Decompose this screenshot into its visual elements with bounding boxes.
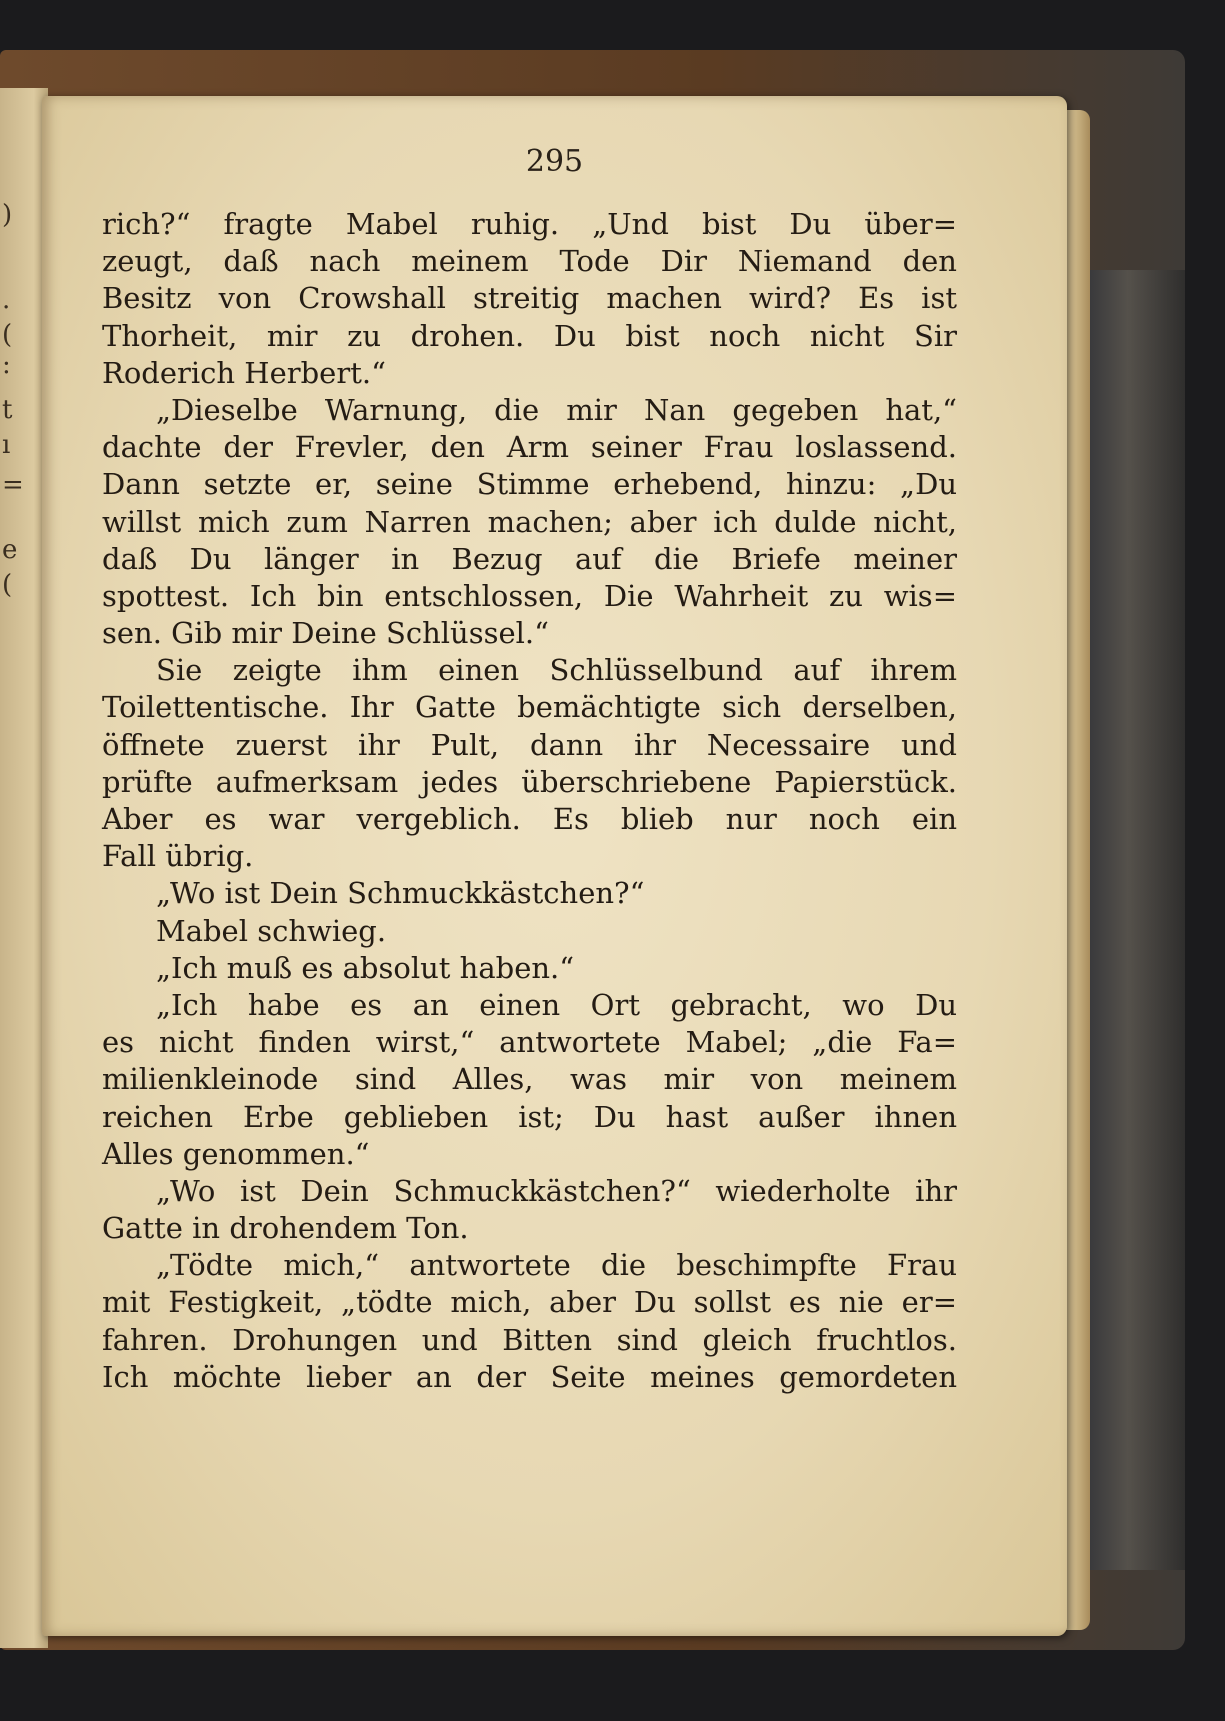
text-line: öffnete zuerst ihr Pult, dann ihr Necessaire und	[102, 727, 957, 762]
text-line: daß Du länger in Bezug auf die Briefe meiner	[102, 541, 957, 576]
text-line: sen. Gib mir Deine Schlüssel.“	[102, 616, 549, 651]
text-line: Dann setzte er, seine Stimme erhebend, hinzu: „Du	[102, 467, 957, 502]
text-line: Gatte in drohendem Ton.	[102, 1211, 469, 1246]
page-number: 295	[525, 144, 584, 179]
text-line: Fall übrig.	[102, 839, 254, 874]
facing-page-fragment: =	[2, 470, 24, 500]
facing-page-fragment: t	[2, 395, 13, 425]
text-line: Roderich Herbert.“	[102, 355, 386, 390]
text-line: Sie zeigte ihm einen Schlüsselbund auf ihrem	[156, 653, 957, 688]
text-line: Besitz von Crowshall streitig machen wird? Es ist	[102, 281, 957, 316]
text-line: „Wo ist Dein Schmuckkästchen?“	[156, 876, 645, 911]
text-line: mit Festigkeit, „tödte mich, aber Du sollst es nie er=	[102, 1285, 957, 1320]
facing-page-fragment: (	[2, 320, 13, 350]
text-line: „Dieselbe Warnung, die mir Nan gegeben hat,“	[156, 392, 957, 427]
facing-page-fragment: :	[2, 350, 11, 380]
facing-page-fragment: ı	[2, 430, 11, 460]
facing-page-fragment: .	[2, 285, 11, 315]
text-line: Toilettentische. Ihr Gatte bemächtigte sich derselben,	[102, 690, 957, 725]
text-line: prüfte aufmerksam jedes überschriebene Papierstück.	[102, 764, 957, 799]
text-line: Ich möchte lieber an der Seite meines gemordeten	[102, 1359, 957, 1394]
text-line: es nicht finden wirst,“ antwortete Mabel; „die Fa=	[102, 1025, 957, 1060]
text-line: „Ich habe es an einen Ort gebracht, wo Du	[156, 987, 957, 1022]
text-line: reichen Erbe geblieben ist; Du hast außer ihnen	[102, 1099, 957, 1134]
text-line: Thorheit, mir zu drohen. Du bist noch nicht Sir	[102, 318, 957, 353]
text-line: fahren. Drohungen und Bitten sind gleich fruchtlos.	[102, 1322, 957, 1357]
book-cover-edge	[1090, 270, 1185, 1570]
text-line: Mabel schwieg.	[156, 913, 387, 948]
facing-page-fragment: e	[2, 535, 18, 565]
facing-page-fragment: (	[2, 570, 13, 600]
text-line: „Tödte mich,“ antwortete die beschimpfte Frau	[156, 1248, 957, 1283]
text-line: milienkleinode sind Alles, was mir von meinem	[102, 1062, 957, 1097]
text-line: Alles genommen.“	[102, 1136, 370, 1171]
text-line: spottest. Ich bin entschlossen, Die Wahrheit zu wis=	[102, 578, 957, 613]
text-line: „Wo ist Dein Schmuckkästchen?“ wiederholte ihr	[156, 1173, 957, 1208]
facing-page-fragment: )	[2, 200, 13, 230]
left-page-edge	[0, 88, 48, 1648]
book-page	[42, 96, 1067, 1636]
text-line: „Ich muß es absolut haben.“	[156, 950, 575, 985]
text-line: willst mich zum Narren machen; aber ich dulde nicht,	[102, 504, 957, 539]
page-text	[102, 206, 957, 1396]
text-line: rich?“ fragte Mabel ruhig. „Und bist Du über=	[102, 207, 957, 241]
text-line: zeugt, daß nach meinem Tode Dir Niemand den	[102, 244, 957, 279]
text-line: dachte der Frevler, den Arm seiner Frau loslassend.	[102, 430, 957, 465]
text-line: Aber es war vergeblich. Es blieb nur noch ein	[102, 802, 957, 836]
